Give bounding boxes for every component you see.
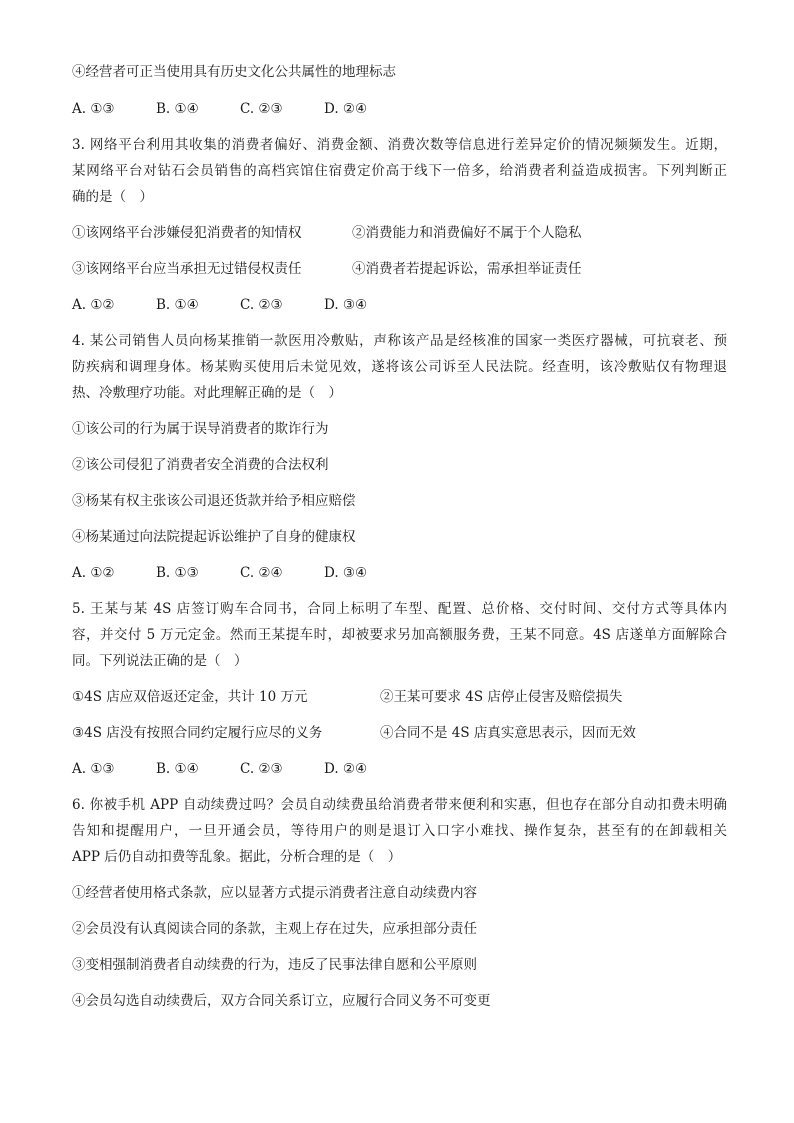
- q6-stem-line-3: APP 后仍自动扣费等乱象。据此，分析合理的是（ ）: [72, 849, 402, 865]
- q3-answer-d: D. ③④: [324, 297, 368, 313]
- q2-statement-4: ④经营者可正当使用具有历史文化公共属性的地理标志: [72, 64, 396, 80]
- q5-stem-line-3: 同。下列说法正确的是（ ）: [72, 653, 248, 669]
- q3-stem-line-1: 3. 网络平台利用其收集的消费者偏好、消费金额、消费次数等信息进行差异定价的情况频频发生。近期，: [72, 137, 727, 153]
- q6-stem-line-2: 告知和提醒用户，一旦开通会员，等待用户的则是退订入口字小难找、操作复杂，甚至有的在卸载相关: [72, 823, 727, 839]
- q4-statement-4: ④杨某通过向法院提起诉讼维护了自身的健康权: [72, 529, 356, 545]
- q5-answer-c: C. ②③: [240, 761, 283, 777]
- q5-stem-line-2: 容，并交付 5 万元定金。然而王某提车时，却被要求另加高额服务费，王某不同意。4S 店遂单方面解除合: [72, 627, 727, 643]
- q4-statement-3: ③杨某有权主张该公司退还货款并给予相应赔偿: [72, 493, 356, 509]
- q3-statement-4: ④消费者若提起诉讼，需承担举证责任: [352, 261, 582, 277]
- q4-answer-b: B. ①③: [156, 565, 199, 581]
- q2-answer-b: B. ①④: [156, 101, 199, 117]
- q2-answer-c: C. ②③: [240, 101, 283, 117]
- q5-statement-1: ①4S 店应双倍返还定金，共计 10 万元: [72, 689, 308, 705]
- q3-statement-1: ①该网络平台涉嫌侵犯消费者的知情权: [72, 225, 302, 241]
- q4-answer-c: C. ②④: [240, 565, 283, 581]
- q4-statement-2: ②该公司侵犯了消费者安全消费的合法权利: [72, 457, 329, 473]
- q2-answer-d: D. ②④: [324, 101, 368, 117]
- q6-statement-1: ①经营者使用格式条款，应以显著方式提示消费者注意自动续费内容: [72, 885, 477, 901]
- q6-stem-line-1: 6. 你被手机 APP 自动续费过吗？会员自动续费虽给消费者带来便利和实惠，但也存在部分自动扣费未明确: [72, 797, 727, 813]
- q4-statement-1: ①该公司的行为属于误导消费者的欺诈行为: [72, 421, 329, 437]
- q3-stem-line-2: 某网络平台对钻石会员销售的高档宾馆住宿费定价高于线下一倍多，给消费者利益造成损害。下列判断正: [72, 163, 727, 179]
- q3-statement-3: ③该网络平台应当承担无过错侵权责任: [72, 261, 302, 277]
- q5-stem-line-1: 5. 王某与某 4S 店签订购车合同书，合同上标明了车型、配置、总价格、交付时间、交付方式等具体内: [72, 601, 727, 617]
- q5-statement-3: ③4S 店没有按照合同约定履行应尽的义务: [72, 725, 323, 741]
- q4-stem-line-1: 4. 某公司销售人员向杨某推销一款医用冷敷贴，声称该产品是经核准的国家一类医疗器械，可抗衰老、预: [72, 333, 727, 349]
- q4-stem-line-2: 防疾病和调理身体。杨某购买使用后未觉见效，遂将该公司诉至人民法院。经查明，该冷敷贴仅有物理退: [72, 359, 727, 375]
- q3-answer-c: C. ②③: [240, 297, 283, 313]
- q5-answer-b: B. ①④: [156, 761, 199, 777]
- q5-statement-4: ④合同不是 4S 店真实意思表示，因而无效: [380, 725, 636, 741]
- q5-answer-a: A. ①③: [72, 761, 115, 777]
- q4-stem-line-3: 热、冷敷理疗功能。对此理解正确的是（ ）: [72, 385, 342, 401]
- q2-answer-a: A. ①③: [72, 101, 115, 117]
- q3-stem-line-3: 确的是（ ）: [72, 189, 153, 205]
- q4-answer-d: D. ③④: [324, 565, 368, 581]
- q6-statement-2: ②会员没有认真阅读合同的条款，主观上存在过失，应承担部分责任: [72, 921, 477, 937]
- q3-answer-b: B. ①④: [156, 297, 199, 313]
- q4-answer-a: A. ①②: [72, 565, 115, 581]
- q5-answer-d: D. ②④: [324, 761, 368, 777]
- q5-statement-2: ②王某可要求 4S 店停止侵害及赔偿损失: [380, 689, 623, 705]
- q3-statement-2: ②消费能力和消费偏好不属于个人隐私: [352, 225, 582, 241]
- q3-answer-a: A. ①②: [72, 297, 115, 313]
- q6-statement-4: ④会员勾选自动续费后，双方合同关系订立，应履行合同义务不可变更: [72, 993, 491, 1009]
- q6-statement-3: ③变相强制消费者自动续费的行为，违反了民事法律自愿和公平原则: [72, 957, 477, 973]
